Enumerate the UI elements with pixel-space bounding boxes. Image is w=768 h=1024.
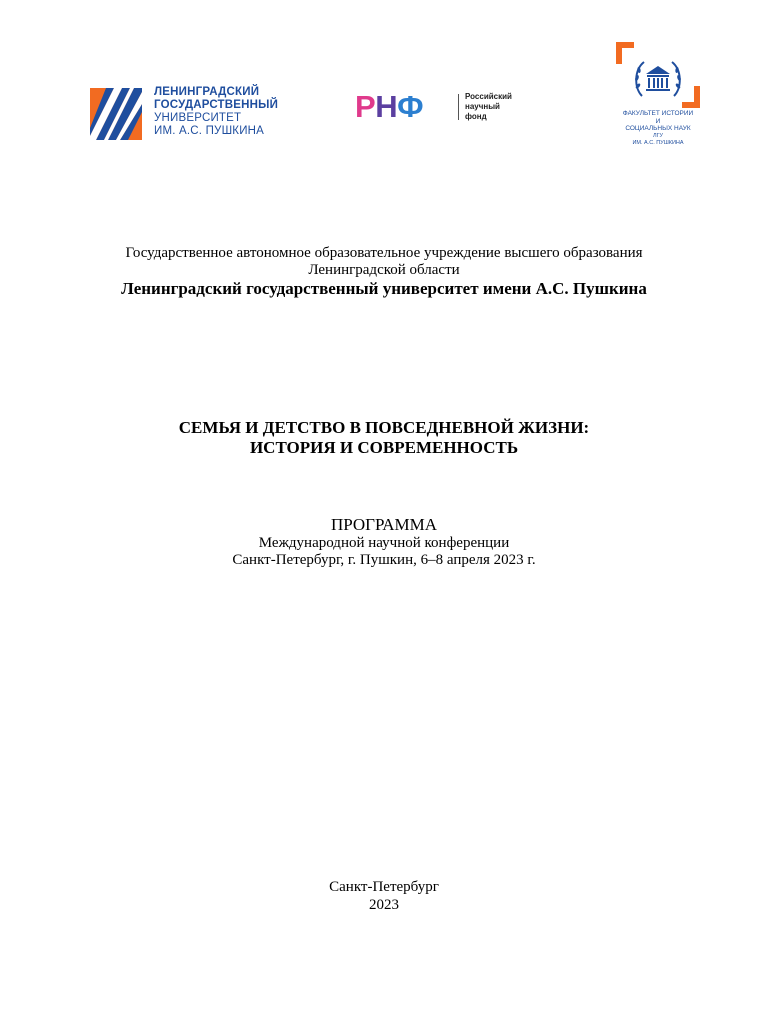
rnf-sub-line-2: научный [465,102,500,111]
rnf-letter-n: Н [375,89,398,124]
faculty-line-5: ИМ. А.С. ПУШКИНА [632,140,684,146]
lgu-logo-text [154,86,278,138]
faculty-line-3: СОЦИАЛЬНЫХ НАУК [625,125,691,132]
institution-line-1: Государственное автономное образовательное учреждение высшего образования [125,245,643,261]
faculty-logo [612,40,704,150]
institution-name: Ленинградский государственный университет имени А.С. Пушкина [121,279,647,298]
faculty-logo-text [612,110,704,148]
rnf-letter-r: Р [355,89,376,124]
rnf-divider [458,94,459,120]
rnf-letter-f: Ф [397,89,424,124]
program-subtitle: Международной научной конференции [258,535,510,551]
institution-line-2: Ленинградской области [308,262,460,278]
rnf-wordmark [355,88,423,126]
faculty-line-2: И [655,117,661,125]
lgu-line-1: ЛЕНИНГРАДСКИЙ [154,86,260,98]
lgu-line-3: УНИВЕРСИТЕТ [154,112,242,124]
lgu-logo [90,86,290,142]
lgu-stripes-icon [90,88,142,140]
rnf-logo [355,88,525,128]
document-title-line-2: ИСТОРИЯ И СОВРЕМЕННОСТЬ [249,438,519,457]
faculty-emblem-icon [612,40,704,110]
program-place-dates: Санкт-Петербург, г. Пушкин, 6–8 апреля 2023 г. [232,552,536,568]
rnf-subtitle [465,92,512,122]
lgu-line-4: ИМ. А.С. ПУШКИНА [154,125,265,137]
footer-year: 2023 [369,897,399,913]
rnf-sub-line-1: Российский [465,92,512,101]
faculty-line-1: ФАКУЛЬТЕТ ИСТОРИИ [622,110,694,117]
lgu-line-2: ГОСУДАРСТВЕННЫЙ [154,99,279,111]
rnf-sub-line-3: фонд [465,112,487,121]
document-title-line-1: СЕМЬЯ И ДЕТСТВО В ПОВСЕДНЕВНОЙ ЖИЗНИ: [178,418,590,437]
footer-city: Санкт-Петербург [329,879,439,895]
faculty-line-4: ЛГУ [652,132,664,139]
program-heading: ПРОГРАММА [330,515,438,534]
